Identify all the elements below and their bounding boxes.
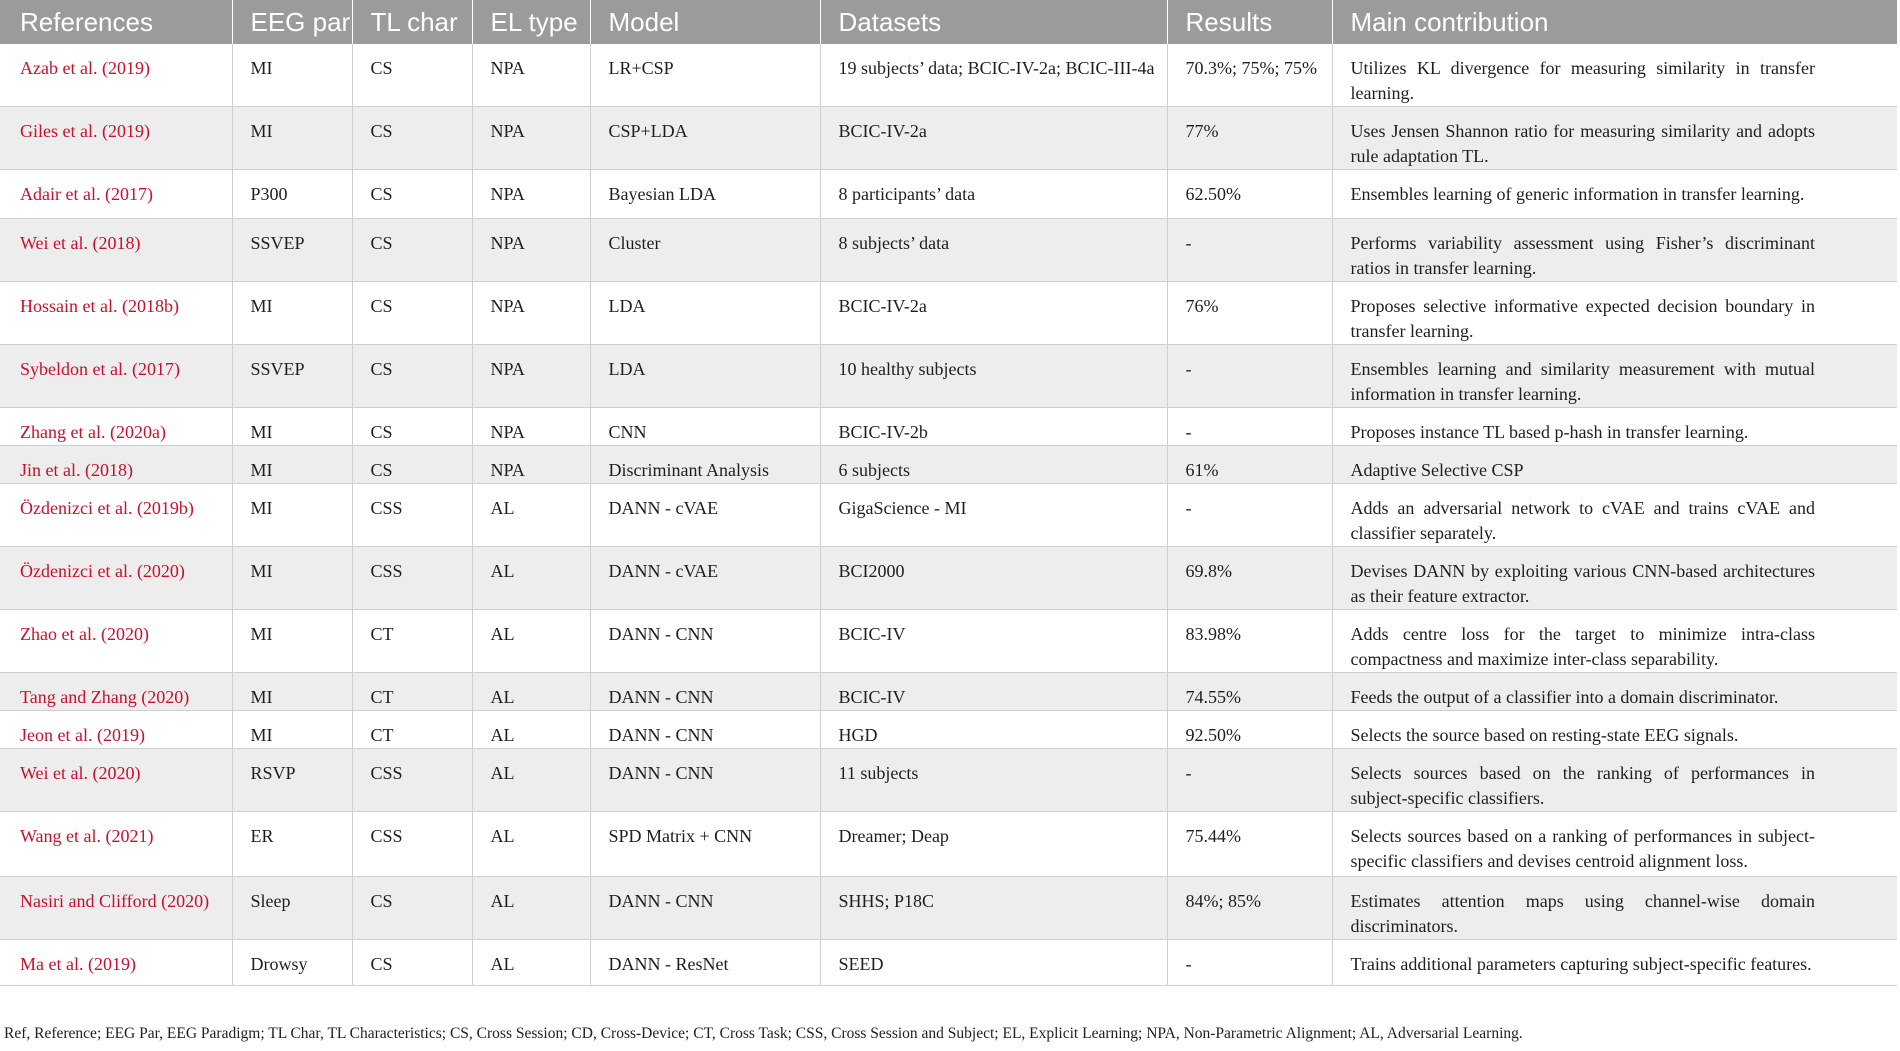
eeg-par-cell: MI xyxy=(232,446,352,484)
contribution-cell: Adaptive Selective CSP xyxy=(1332,446,1897,484)
datasets-cell: 6 subjects xyxy=(820,446,1167,484)
el-type-cell: NPA xyxy=(472,219,590,282)
eeg-par-cell: Drowsy xyxy=(232,940,352,986)
eeg-par-cell: P300 xyxy=(232,170,352,219)
contribution-cell: Utilizes KL divergence for measuring similarity in transfer learning. xyxy=(1332,44,1897,107)
tl-char-cell: CS xyxy=(352,219,472,282)
tl-char-cell: CT xyxy=(352,673,472,711)
model-cell: Discriminant Analysis xyxy=(590,446,820,484)
eeg-par-cell: SSVEP xyxy=(232,345,352,408)
model-cell: CSP+LDA xyxy=(590,107,820,170)
model-cell: DANN - cVAE xyxy=(590,484,820,547)
contribution-cell: Adds centre loss for the target to minimize intra-class compactness and maximize inter-class separability. xyxy=(1332,610,1897,673)
results-cell: - xyxy=(1167,219,1332,282)
model-cell: DANN - CNN xyxy=(590,749,820,812)
eeg-par-cell: RSVP xyxy=(232,749,352,812)
model-cell: Bayesian LDA xyxy=(590,170,820,219)
header-row xyxy=(0,0,1897,44)
eeg-par-cell: MI xyxy=(232,610,352,673)
contribution-cell: Feeds the output of a classifier into a domain discriminator. xyxy=(1332,673,1897,711)
ref-cell[interactable]: Giles et al. (2019) xyxy=(0,107,232,170)
tl-char-cell: CSS xyxy=(352,484,472,547)
results-cell: 83.98% xyxy=(1167,610,1332,673)
contribution-cell: Selects the source based on resting-state EEG signals. xyxy=(1332,711,1897,749)
el-type-cell: AL xyxy=(472,711,590,749)
header-references: References xyxy=(0,0,232,44)
results-cell: 84%; 85% xyxy=(1167,877,1332,940)
ref-cell[interactable]: Jin et al. (2018) xyxy=(0,446,232,484)
ref-cell[interactable]: Zhang et al. (2020a) xyxy=(0,408,232,446)
eeg-par-cell: SSVEP xyxy=(232,219,352,282)
tl-char-cell: CS xyxy=(352,408,472,446)
eeg-par-cell: MI xyxy=(232,408,352,446)
el-type-cell: NPA xyxy=(472,345,590,408)
eeg-par-cell: Sleep xyxy=(232,877,352,940)
model-cell: DANN - cVAE xyxy=(590,547,820,610)
el-type-cell: NPA xyxy=(472,44,590,107)
table-row xyxy=(0,673,1897,711)
tl-char-cell: CS xyxy=(352,940,472,986)
el-type-cell: NPA xyxy=(472,282,590,345)
contribution-cell: Estimates attention maps using channel-wise domain discriminators. xyxy=(1332,877,1897,940)
table-row xyxy=(0,711,1897,749)
contribution-cell: Proposes selective informative expected decision boundary in transfer learning. xyxy=(1332,282,1897,345)
table-row xyxy=(0,44,1897,107)
contribution-cell: Ensembles learning and similarity measurement with mutual information in transfer learning. xyxy=(1332,345,1897,408)
header-eeg-par: EEG par xyxy=(232,0,352,44)
contribution-cell: Uses Jensen Shannon ratio for measuring similarity and adopts rule adaptation TL. xyxy=(1332,107,1897,170)
eeg-par-cell: MI xyxy=(232,282,352,345)
datasets-cell: SEED xyxy=(820,940,1167,986)
table-row xyxy=(0,812,1897,877)
datasets-cell: BCIC-IV-2a xyxy=(820,107,1167,170)
ref-cell[interactable]: Azab et al. (2019) xyxy=(0,44,232,107)
ref-cell[interactable]: Ma et al. (2019) xyxy=(0,940,232,986)
el-type-cell: NPA xyxy=(472,408,590,446)
ref-cell[interactable]: Tang and Zhang (2020) xyxy=(0,673,232,711)
ref-cell[interactable]: Zhao et al. (2020) xyxy=(0,610,232,673)
tl-char-cell: CSS xyxy=(352,547,472,610)
table-row xyxy=(0,345,1897,408)
datasets-cell: BCIC-IV xyxy=(820,610,1167,673)
tl-char-cell: CS xyxy=(352,107,472,170)
el-type-cell: AL xyxy=(472,812,590,877)
header-results: Results xyxy=(1167,0,1332,44)
datasets-cell: 19 subjects’ data; BCIC-IV-2a; BCIC-III-4a xyxy=(820,44,1167,107)
results-cell: 70.3%; 75%; 75% xyxy=(1167,44,1332,107)
tl-char-cell: CS xyxy=(352,345,472,408)
results-cell: 75.44% xyxy=(1167,812,1332,877)
el-type-cell: AL xyxy=(472,547,590,610)
contribution-cell: Selects sources based on the ranking of performances in subject-specific classifiers. xyxy=(1332,749,1897,812)
contribution-cell: Ensembles learning of generic information in transfer learning. xyxy=(1332,170,1897,219)
datasets-cell: SHHS; P18C xyxy=(820,877,1167,940)
datasets-cell: Dreamer; Deap xyxy=(820,812,1167,877)
tl-char-cell: CT xyxy=(352,711,472,749)
model-cell: LDA xyxy=(590,282,820,345)
table-row xyxy=(0,170,1897,219)
model-cell: Cluster xyxy=(590,219,820,282)
contribution-cell: Performs variability assessment using Fisher’s discriminant ratios in transfer learning. xyxy=(1332,219,1897,282)
eeg-par-cell: MI xyxy=(232,673,352,711)
table-row xyxy=(0,219,1897,282)
model-cell: DANN - CNN xyxy=(590,610,820,673)
header-model: Model xyxy=(590,0,820,44)
el-type-cell: AL xyxy=(472,484,590,547)
header-datasets: Datasets xyxy=(820,0,1167,44)
header-tl-char: TL char xyxy=(352,0,472,44)
eeg-par-cell: ER xyxy=(232,812,352,877)
table-body xyxy=(0,44,1897,986)
datasets-cell: 8 participants’ data xyxy=(820,170,1167,219)
eeg-par-cell: MI xyxy=(232,107,352,170)
model-cell: CNN xyxy=(590,408,820,446)
tl-char-cell: CS xyxy=(352,877,472,940)
ref-cell[interactable]: Adair et al. (2017) xyxy=(0,170,232,219)
eeg-par-cell: MI xyxy=(232,484,352,547)
el-type-cell: AL xyxy=(472,673,590,711)
table-row xyxy=(0,877,1897,940)
table-row xyxy=(0,446,1897,484)
contribution-cell: Adds an adversarial network to cVAE and trains cVAE and classifier separately. xyxy=(1332,484,1897,547)
contribution-cell: Proposes instance TL based p-hash in transfer learning. xyxy=(1332,408,1897,446)
ref-cell[interactable]: Nasiri and Clifford (2020) xyxy=(0,877,232,940)
contribution-cell: Selects sources based on a ranking of performances in subject-specific classifiers and devises centroid alignment loss. xyxy=(1332,812,1897,877)
ref-cell[interactable]: Hossain et al. (2018b) xyxy=(0,282,232,345)
header-main-contribution: Main contribution xyxy=(1332,0,1897,44)
el-type-cell: NPA xyxy=(472,170,590,219)
ref-cell[interactable]: Jeon et al. (2019) xyxy=(0,711,232,749)
results-cell: 74.55% xyxy=(1167,673,1332,711)
tl-char-cell: CT xyxy=(352,610,472,673)
ref-cell[interactable]: Özdenizci et al. (2020) xyxy=(0,547,232,610)
el-type-cell: AL xyxy=(472,610,590,673)
table-row xyxy=(0,408,1897,446)
el-type-cell: NPA xyxy=(472,446,590,484)
table-footnote: Ref, Reference; EEG Par, EEG Paradigm; TL Char, TL Characteristics; CS, Cross Session; CD, Cross-Device; CT, Cross Task; CSS, Cross Session and Subject; EL, Explicit Learning; NPA, Non-Parametric Alignment; AL, Adversarial Learning. xyxy=(4,1025,1523,1042)
contribution-cell: Devises DANN by exploiting various CNN-based architectures as their feature extractor. xyxy=(1332,547,1897,610)
results-cell: - xyxy=(1167,484,1332,547)
results-cell: 69.8% xyxy=(1167,547,1332,610)
eeg-par-cell: MI xyxy=(232,44,352,107)
ref-cell[interactable]: Sybeldon et al. (2017) xyxy=(0,345,232,408)
results-cell: 92.50% xyxy=(1167,711,1332,749)
table-row xyxy=(0,282,1897,345)
ref-cell[interactable]: Wei et al. (2020) xyxy=(0,749,232,812)
table-row xyxy=(0,547,1897,610)
model-cell: DANN - CNN xyxy=(590,711,820,749)
model-cell: LDA xyxy=(590,345,820,408)
table-row xyxy=(0,940,1897,986)
datasets-cell: 8 subjects’ data xyxy=(820,219,1167,282)
results-cell: - xyxy=(1167,345,1332,408)
model-cell: LR+CSP xyxy=(590,44,820,107)
datasets-cell: 11 subjects xyxy=(820,749,1167,812)
results-cell: - xyxy=(1167,408,1332,446)
table-row xyxy=(0,749,1897,812)
model-cell: DANN - CNN xyxy=(590,877,820,940)
datasets-cell: HGD xyxy=(820,711,1167,749)
results-cell: 77% xyxy=(1167,107,1332,170)
datasets-cell: BCIC-IV-2b xyxy=(820,408,1167,446)
tl-char-cell: CS xyxy=(352,170,472,219)
eeg-par-cell: MI xyxy=(232,547,352,610)
table-row xyxy=(0,610,1897,673)
header-el-type: EL type xyxy=(472,0,590,44)
el-type-cell: AL xyxy=(472,749,590,812)
datasets-cell: 10 healthy subjects xyxy=(820,345,1167,408)
results-cell: - xyxy=(1167,940,1332,986)
results-cell: 76% xyxy=(1167,282,1332,345)
datasets-cell: BCIC-IV xyxy=(820,673,1167,711)
ref-cell[interactable]: Özdenizci et al. (2019b) xyxy=(0,484,232,547)
tl-char-cell: CS xyxy=(352,446,472,484)
tl-char-cell: CS xyxy=(352,44,472,107)
table-row xyxy=(0,484,1897,547)
tl-char-cell: CSS xyxy=(352,812,472,877)
model-cell: DANN - ResNet xyxy=(590,940,820,986)
model-cell: DANN - CNN xyxy=(590,673,820,711)
el-type-cell: NPA xyxy=(472,107,590,170)
contribution-cell: Trains additional parameters capturing subject-specific features. xyxy=(1332,940,1897,986)
tl-char-cell: CS xyxy=(352,282,472,345)
ref-cell[interactable]: Wei et al. (2018) xyxy=(0,219,232,282)
tl-char-cell: CSS xyxy=(352,749,472,812)
datasets-cell: BCIC-IV-2a xyxy=(820,282,1167,345)
results-cell: 61% xyxy=(1167,446,1332,484)
eeg-par-cell: MI xyxy=(232,711,352,749)
datasets-cell: BCI2000 xyxy=(820,547,1167,610)
ref-cell[interactable]: Wang et al. (2021) xyxy=(0,812,232,877)
results-cell: 62.50% xyxy=(1167,170,1332,219)
el-type-cell: AL xyxy=(472,877,590,940)
datasets-cell: GigaScience - MI xyxy=(820,484,1167,547)
table-row xyxy=(0,107,1897,170)
el-type-cell: AL xyxy=(472,940,590,986)
results-cell: - xyxy=(1167,749,1332,812)
model-cell: SPD Matrix + CNN xyxy=(590,812,820,877)
